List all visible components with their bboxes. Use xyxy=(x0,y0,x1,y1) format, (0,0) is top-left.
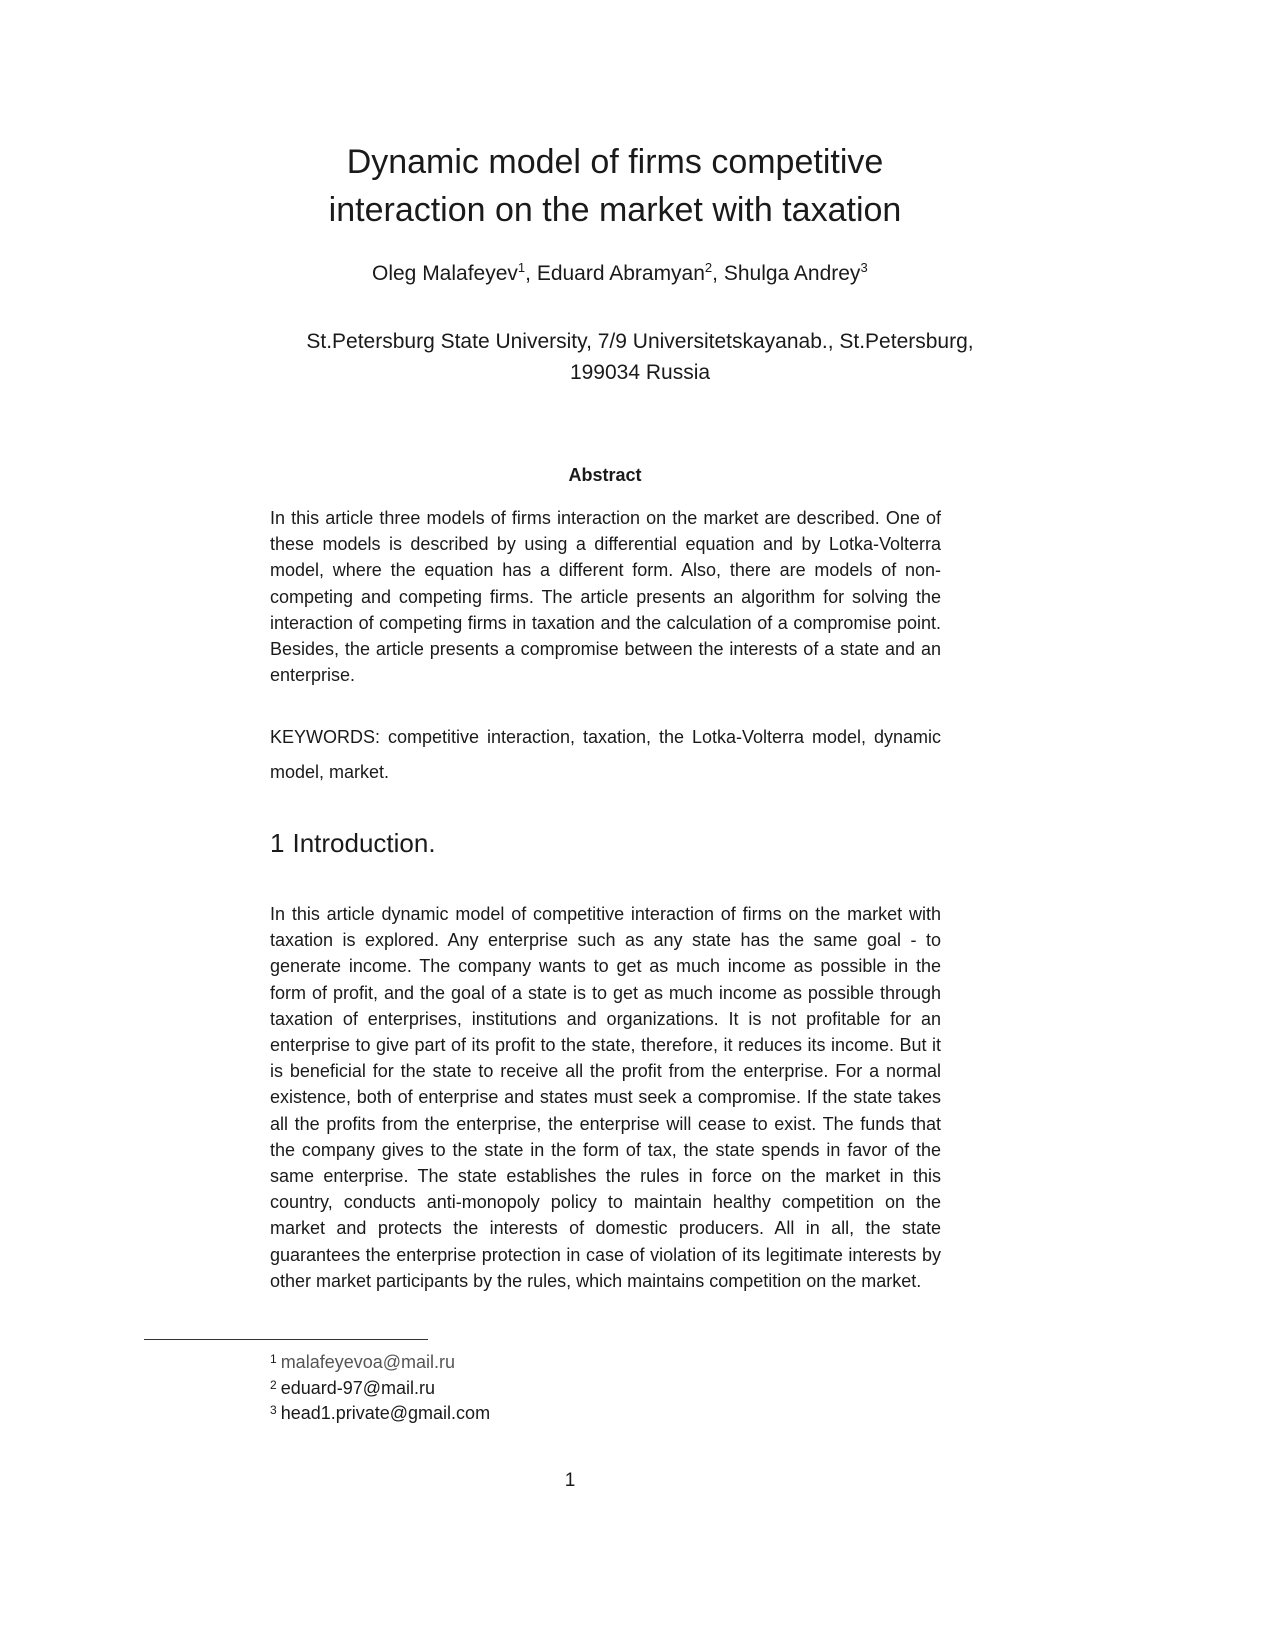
author-footnote-mark: 3 xyxy=(860,260,868,275)
section-heading xyxy=(270,828,436,859)
title-line-1: Dynamic model of firms competitive xyxy=(346,143,884,181)
affiliation-line-2: 199034 Russia xyxy=(569,361,711,384)
footnote-email: head1.private@gmail.com xyxy=(280,1403,491,1423)
abstract-text: In this article three models of firms interaction on the market are described. One of these models is described by using a differential equation and by Lotka-Volterra model, where the equation has a different form. Also, there are models of non-competing and competing firms. The article presents an algorithm for solving the interaction of competing firms in taxation and the calculation of a compromise point. Besides, the article presents a compromise between the interests of a state and an enterprise. xyxy=(270,508,941,686)
footnote xyxy=(270,1401,490,1427)
footnotes xyxy=(270,1350,490,1427)
author-footnote-mark: 2 xyxy=(704,260,713,275)
abstract-heading: Abstract xyxy=(568,465,642,485)
author-name: Shulga Andrey xyxy=(723,262,861,285)
author-name: Oleg Malafeyev xyxy=(372,262,518,285)
footnote-mark: 3 xyxy=(270,1403,277,1417)
section-number: 1 xyxy=(270,828,285,858)
affiliation xyxy=(270,326,1010,388)
page-number: 1 xyxy=(564,1470,576,1491)
introduction-text: In this article dynamic model of competitive interaction of firms on the market with taxation is explored. Any enterprise such as any state has the same goal - to generate income. The company wants to get as much income as possible in the form of profit, and the goal of a state is to get as much income as possible through taxation of enterprises, institutions and organizations. It is not profitable for an enterprise to give part of its profit to the state, therefore, it reduces its income. But it is beneficial for the state to receive all the profit from the enterprise. For a normal existence, both of enterprise and states must seek a compromise. If the state takes all the profits from the enterprise, the enterprise will cease to exist. The funds that the company gives to the state in the form of tax, the state spends in favor of the same enterprise. The state establishes the rules in force on the market in this country, conducts anti-monopoly policy to maintain healthy competition on the market and protects the interests of domestic producers. All in all, the state guarantees the enterprise protection in case of violation of its legitimate interests by other market participants by the rules, which maintains competition on the market. xyxy=(270,904,941,1291)
footnote-divider xyxy=(144,1339,428,1340)
footnote-mark: 2 xyxy=(270,1377,277,1392)
paper-title xyxy=(300,138,930,234)
author-list: Oleg Malafeyev$^1$, Eduard Abramyan$^2$, Shulga Andrey$^3$ xyxy=(372,260,868,285)
keywords: KEYWORDS: competitive interaction, taxation, the Lotka-Volterra model, dynamic model, market. xyxy=(270,727,941,782)
author-footnote-mark: 1 xyxy=(517,260,526,275)
footnote xyxy=(270,1350,490,1376)
section-title: Introduction. xyxy=(292,828,436,858)
affiliation-line-1: St.Petersburg State University, 7/9 Universitetskayanab., St.Petersburg, xyxy=(306,330,974,353)
footnote-email-link[interactable]: malafeyevoa@mail.ru xyxy=(280,1352,456,1372)
footnote-mark: 1 xyxy=(270,1352,277,1366)
footnote-email: eduard-97@mail.ru xyxy=(280,1377,436,1398)
title-line-2: interaction on the market with taxation xyxy=(328,191,902,229)
author-name: Eduard Abramyan xyxy=(536,262,705,285)
footnote xyxy=(270,1376,490,1402)
